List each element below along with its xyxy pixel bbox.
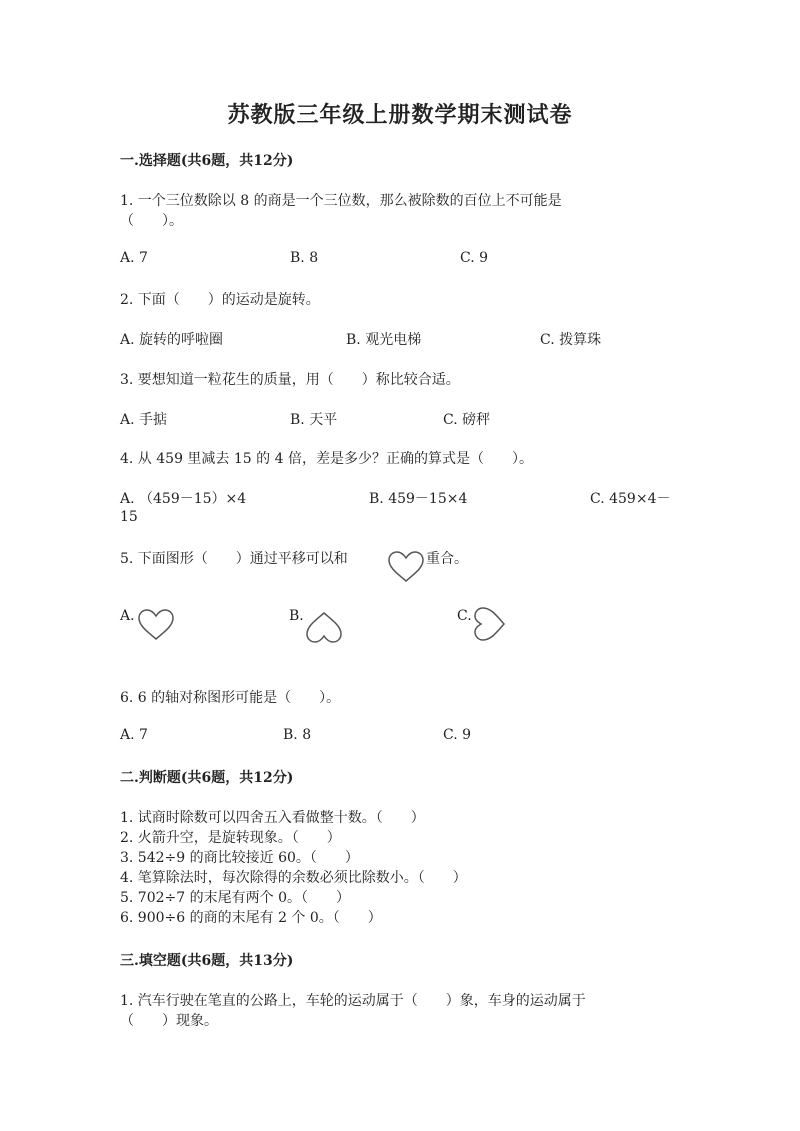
question-5-text: 5. 下面图形（ ）通过平移可以和 (120, 551, 348, 567)
judge-item: 3. 542÷9 的商比较接近 60。（ ） (120, 850, 359, 866)
question-2-text: 2. 下面（ ）的运动是旋转。 (120, 292, 320, 308)
q5-option-b: B. (289, 608, 304, 624)
q6-option-c: C. 9 (443, 727, 472, 743)
fill-question-1-text-cont: （ ）现象。 (120, 1013, 218, 1029)
section-heading-choice: 一.选择题(共6题，共12分) (120, 153, 294, 169)
q4-option-c: C. 459×4－ (590, 491, 671, 507)
q6-option-a: A. 7 (120, 727, 148, 743)
reference-heart-icon (386, 550, 426, 584)
fill-question-1-text: 1. 汽车行驶在笔直的公路上，车轮的运动属于（ ）象，车身的运动属于 (120, 993, 586, 1009)
q1-option-c: C. 9 (460, 250, 489, 266)
section-heading-judge: 二.判断题(共6题，共12分) (120, 770, 294, 786)
q2-option-c: C. 拨算珠 (540, 332, 602, 348)
q5-option-a: A. (120, 608, 135, 624)
q5-option-c: C. (457, 608, 472, 624)
q1-option-b: B. 8 (290, 250, 319, 266)
question-5-text-end: 重合。 (426, 551, 468, 567)
judge-item: 5. 702÷7 的末尾有两个 0。（ ） (120, 890, 350, 906)
q3-option-b: B. 天平 (290, 412, 338, 428)
judge-item: 4. 笔算除法时，每次除得的余数必须比除数小。（ ） (120, 870, 467, 886)
heart-upright-icon (136, 608, 176, 642)
question-3-text: 3. 要想知道一粒花生的质量，用（ ）称比较合适。 (120, 372, 460, 388)
q1-option-a: A. 7 (120, 250, 148, 266)
question-6-text: 6. 6 的轴对称图形可能是（ ）。 (120, 690, 341, 706)
q4-option-a: A. （459－15）×4 (120, 491, 247, 507)
q2-option-a: A. 旋转的呼啦圈 (120, 332, 224, 348)
judge-item: 1. 试商时除数可以四舍五入看做整十数。（ ） (120, 810, 425, 826)
question-4-text: 4. 从 459 里减去 15 的 4 倍，差是多少？正确的算式是（ ）。 (120, 451, 533, 467)
question-1-text-cont: （ ）。 (120, 213, 183, 229)
heart-upside-down-icon (304, 610, 344, 644)
q4-option-b: B. 459－15×4 (369, 491, 468, 507)
judge-item: 6. 900÷6 的商的末尾有 2 个 0。（ ） (120, 910, 382, 926)
q2-option-b: B. 观光电梯 (346, 332, 422, 348)
page-title: 苏教版三年级上册数学期末测试卷 (227, 102, 573, 128)
question-1-text: 1. 一个三位数除以 8 的商是一个三位数，那么被除数的百位上不可能是 (120, 193, 562, 209)
q4-option-c-cont: 15 (120, 509, 138, 525)
q3-option-a: A. 手掂 (120, 412, 168, 428)
section-heading-fill: 三.填空题(共6题，共13分) (120, 953, 294, 969)
q6-option-b: B. 8 (283, 727, 312, 743)
judge-item: 2. 火箭升空，是旋转现象。（ ） (120, 830, 341, 846)
heart-rotated-icon (470, 604, 510, 644)
q3-option-c: C. 磅秤 (443, 412, 491, 428)
